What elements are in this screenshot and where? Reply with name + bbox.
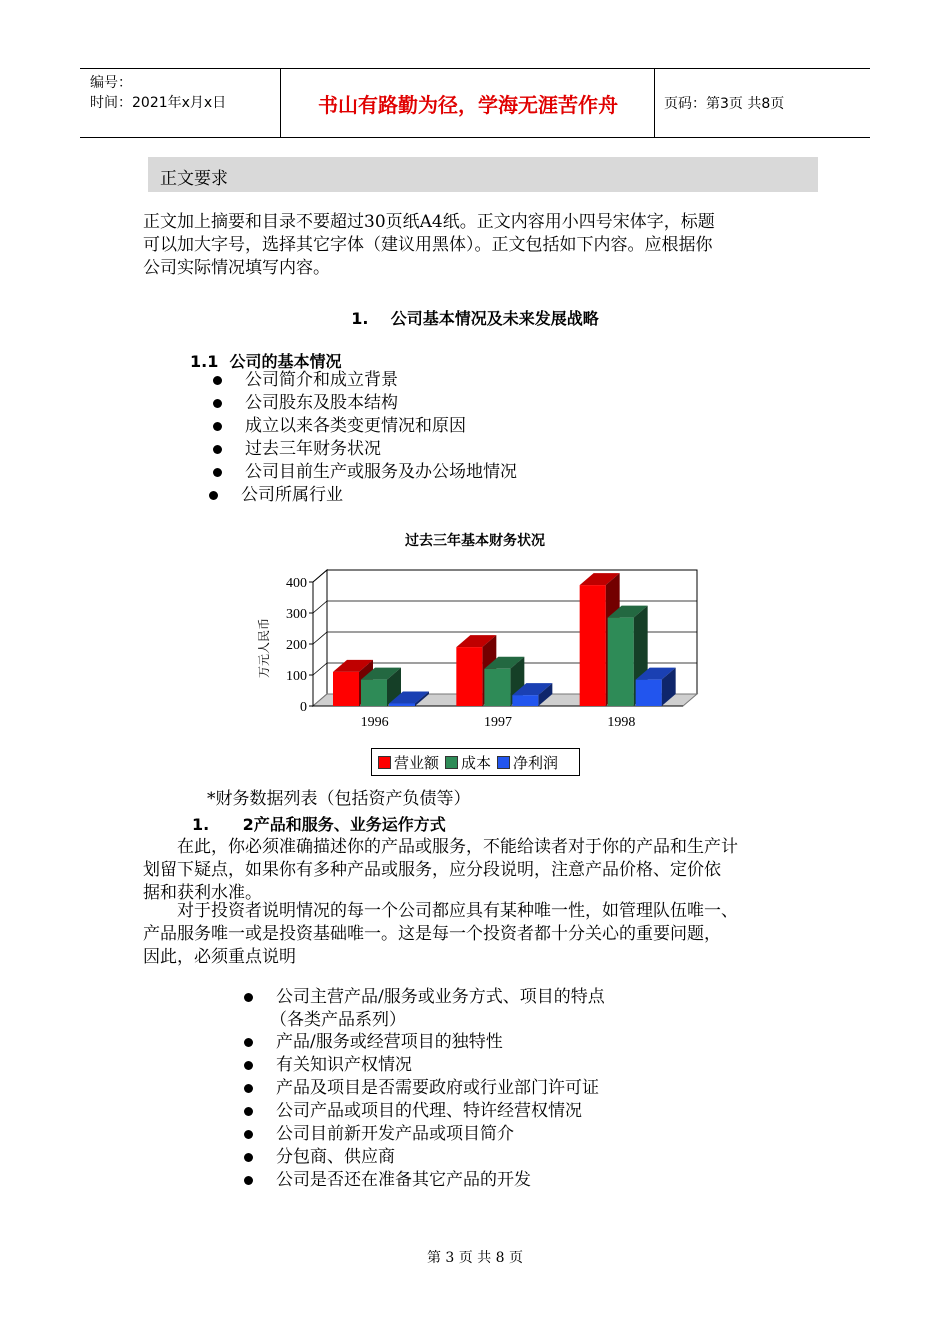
list-item: 产品及项目是否需要政府或行业部门许可证 [276, 1078, 599, 1098]
bullet-icon [244, 1176, 253, 1185]
bullet-icon [213, 399, 222, 408]
chart-title: 过去三年基本财务状况 [405, 533, 545, 549]
x-tick-label: 1996 [360, 715, 389, 730]
bar-净利润 [636, 680, 662, 706]
legend-swatch-cost [445, 756, 458, 769]
header-page-label: 页码：第3页 共8页 [664, 96, 785, 112]
paragraph-line: 对于投资者说明情况的每一个公司都应具有某种唯一性，如管理队伍唯一、 [177, 901, 738, 921]
bullet-icon [213, 468, 222, 477]
bar-营业额 [456, 647, 482, 706]
x-tick-label: 1997 [484, 715, 512, 730]
bullet-icon [209, 491, 218, 500]
number-label: 编号： [90, 75, 132, 91]
page-footer: 第 3 页 共 8 页 [426, 1250, 524, 1266]
y-tick-label: 200 [286, 638, 307, 653]
x-tick-label: 1998 [607, 715, 636, 730]
bullet-icon [213, 376, 222, 385]
list-item: 公司产品或项目的代理、特许经营权情况 [276, 1101, 582, 1121]
bar-净利润 [389, 704, 415, 706]
y-axis-label: 万元人民币 [257, 617, 271, 679]
list-item: 公司是否还在准备其它产品的开发 [276, 1170, 531, 1190]
bar-成本 [608, 618, 634, 706]
bar-净利润 [512, 695, 538, 706]
list-item: 过去三年财务状况 [245, 439, 381, 459]
header-motto: 书山有路勤为径，学海无涯苦作舟 [318, 92, 618, 117]
bullet-icon [244, 1153, 253, 1162]
header-divider [654, 69, 655, 137]
financial-table-note: *财务数据列表（包括资产负债等） [207, 789, 471, 809]
bullet-icon [244, 1130, 253, 1139]
bar-成本 [361, 680, 387, 706]
heading-basic-info: 1.1 公司的基本情况 [190, 352, 342, 371]
legend-swatch-revenue [378, 756, 391, 769]
header-meta [90, 73, 226, 113]
list-item: 公司目前新开发产品或项目简介 [276, 1124, 514, 1144]
y-tick-label: 300 [286, 607, 307, 622]
intro-paragraph [143, 211, 823, 280]
finance-chart [250, 560, 710, 740]
heading-products-services: 1. 2产品和服务、业务运作方式 [192, 815, 446, 834]
y-tick-label: 100 [286, 669, 307, 684]
bar-成本 [484, 669, 510, 706]
banner-title: 正文要求 [160, 169, 228, 189]
legend-label: 成本 [461, 753, 492, 772]
paragraph-line: 因此，必须重点说明 [143, 947, 296, 967]
heading-company-basics: 1. 公司基本情况及未来发展战略 [351, 309, 599, 328]
intro-line: 可以加大字号，选择其它字体（建议用黑体）。正文包括如下内容。应根据你 [143, 235, 713, 255]
header-divider [280, 69, 281, 137]
paragraph-line: 在此，你必须准确描述你的产品或服务，不能给读者对于你的产品和生产计 [177, 837, 738, 857]
intro-line: 正文加上摘要和目录不要超过30页纸A4纸。正文内容用小四号宋体字，标题 [143, 212, 715, 232]
legend-swatch-profit [497, 756, 510, 769]
bullet-icon [213, 445, 222, 454]
list-item: 公司主营产品/服务或业务方式、项目的特点 [276, 987, 605, 1007]
bullet-icon [244, 1038, 253, 1047]
list-item: 分包商、供应商 [276, 1147, 395, 1167]
paragraph-line: 产品服务唯一或是投资基础唯一。这是每一个投资者都十分关心的重要问题， [143, 924, 721, 944]
bullet-icon [213, 422, 222, 431]
legend-label: 净利润 [513, 753, 559, 772]
list-item: 公司所属行业 [241, 485, 343, 505]
bullet-icon [244, 1107, 253, 1116]
list-item: 成立以来各类变更情况和原因 [245, 416, 466, 436]
list-item: 产品/服务或经营项目的独特性 [276, 1032, 503, 1052]
paragraph-line: 划留下疑点，如果你有多种产品或服务，应分段说明，注意产品价格、定价依 [143, 860, 721, 880]
list-item: 公司股东及股本结构 [245, 393, 398, 413]
list-item: 公司简介和成立背景 [245, 370, 398, 390]
list-item-sub: （各类产品系列） [270, 1010, 406, 1030]
legend-label: 营业额 [394, 753, 440, 772]
uniqueness-paragraph [143, 900, 823, 969]
section-banner [148, 157, 818, 192]
bullet-icon [244, 993, 253, 1002]
y-tick-label: 0 [300, 700, 307, 715]
bar-营业额 [580, 585, 606, 706]
header-table [80, 68, 870, 138]
products-paragraph [143, 836, 823, 905]
bullet-icon [244, 1061, 253, 1070]
list-item: 公司目前生产或服务及办公场地情况 [245, 462, 517, 482]
y-tick-label: 400 [286, 576, 307, 591]
paragraph-line: 据和获利水准。 [143, 883, 262, 903]
list-item: 有关知识产权情况 [276, 1055, 412, 1075]
bullet-icon [244, 1084, 253, 1093]
bar-营业额 [333, 672, 359, 706]
time-label: 时间：2021年x月x日 [90, 95, 227, 111]
intro-line: 公司实际情况填写内容。 [143, 258, 330, 278]
chart-legend [371, 748, 580, 776]
